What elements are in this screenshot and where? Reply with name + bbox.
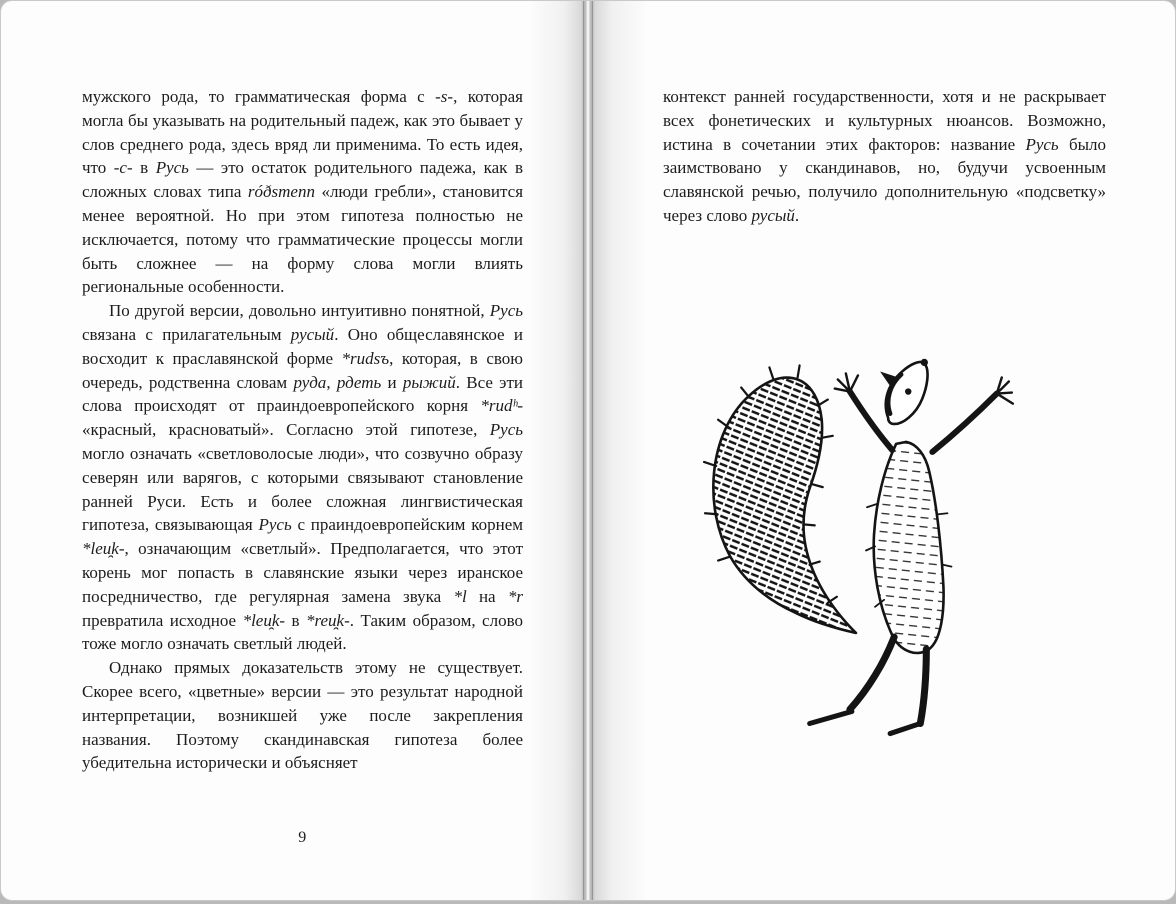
italic-text-run: *rudʰ- [480, 396, 523, 416]
text-run: с праиндоевропейским корнем [291, 515, 524, 535]
text-run: , которая, в свою очередь, родственна словам [82, 348, 523, 392]
squirrel-head [880, 359, 928, 424]
text-run: . Все эти слова происходят от праиндоевропейского корня [82, 372, 523, 416]
page-number: 9 [298, 829, 307, 846]
text-run: , означающим «светлый». Предполагается, что этот корень мог попасть в славянские языки через иранское посредничество, где регулярная замена звука [82, 539, 523, 606]
italic-text-run: *l [453, 586, 467, 606]
italic-text-run: рдеть [336, 372, 382, 392]
text-column-left [82, 85, 523, 775]
text-run: мужского рода, то грамматическая форма с [82, 87, 436, 106]
italic-text-run: -s- [435, 87, 454, 106]
italic-text-run: *reu̯k- [306, 610, 350, 630]
squirrel-tail [704, 365, 856, 633]
text-run: «люди гребли», становится менее вероятной. Но при этом гипотеза полностью не исключается, потому что грамматические процессы могли быть сложнее — на форму слова могли влиять региональные особенности. [82, 182, 524, 297]
squirrel-ink-drawing [697, 353, 1039, 751]
paragraph [663, 85, 1106, 228]
italic-text-run: róðsmenn [247, 182, 315, 202]
text-run: . Оно общеславянское и восходит к праславянской форме [82, 324, 523, 368]
text-run: , [326, 372, 337, 392]
italic-text-run: русый [290, 324, 335, 344]
italic-text-run: Русь [258, 515, 292, 535]
squirrel-nose [921, 359, 928, 366]
text-run: превратила исходное [82, 610, 243, 630]
text-run: и [381, 372, 403, 392]
text-run: могло означать «светловолосые люди», что созвучно образу северян или варягов, с которыми связывают становление ранней Руси. Есть и более сложная лингвистическая гипотеза, связывающая [82, 443, 523, 535]
italic-text-run: Русь [1025, 134, 1059, 154]
italic-text-run: рыжий [402, 372, 456, 392]
page-left [1, 1, 589, 900]
text-run: в [132, 158, 156, 178]
text-run: — это остаток родительного падежа, как в сложных словах типа [82, 158, 523, 202]
squirrel-illustration [697, 353, 1039, 751]
italic-text-run: Русь [489, 301, 523, 321]
text-run: было заимствовано у скандинавов, но, будучи усвоенным славянской речью, получило дополнительную «подсветку» через слово [663, 134, 1106, 225]
text-run: , которая могла бы указывать на родительный падеж, как это бывает у слов среднего рода, здесь вряд ли применима. То есть идея, что [82, 87, 523, 178]
paragraph [82, 656, 523, 775]
page-right [589, 1, 1176, 900]
text-run: в [285, 610, 307, 630]
italic-text-run: *leu̯k- [242, 610, 286, 630]
paragraph [82, 85, 523, 299]
text-run: «красный, красноватый». Согласно этой гипотезе, [82, 420, 490, 440]
italic-text-run: руда [293, 372, 327, 392]
italic-text-run: *rudsъ [341, 348, 390, 368]
text-run: По другой версии, довольно интуитивно понятной, [109, 301, 490, 321]
italic-text-run: Русь [489, 420, 523, 440]
squirrel-body [866, 442, 952, 653]
text-run: на [466, 586, 508, 606]
text-column-right [663, 85, 1106, 228]
text-run: Однако прямых доказательств этому не существует. Скорее всего, «цветные» версии — это результат народной интерпретации, возникшей уже после закрепления названия. Поэтому скандинавская гипотеза более убедительна исторически и объясняет [82, 658, 523, 773]
italic-text-run: русый [751, 205, 795, 225]
italic-text-run: -с- [113, 158, 133, 178]
text-run: . [794, 205, 800, 225]
text-run: . Таким образом, слово тоже могло означать светлый людей. [82, 610, 523, 654]
italic-text-run: Русь [155, 158, 189, 178]
paragraph [82, 299, 523, 656]
squirrel-eye [905, 388, 911, 394]
text-run: связана с прилагательным [82, 324, 291, 344]
text-run: контекст ранней государственности, хотя и не раскрывает всех фонетических и культурных нюансов. Возможно, истина в сочетании этих факторов: название [663, 87, 1106, 154]
italic-text-run: *r [507, 586, 523, 606]
italic-text-run: *leu̯k- [82, 539, 125, 559]
